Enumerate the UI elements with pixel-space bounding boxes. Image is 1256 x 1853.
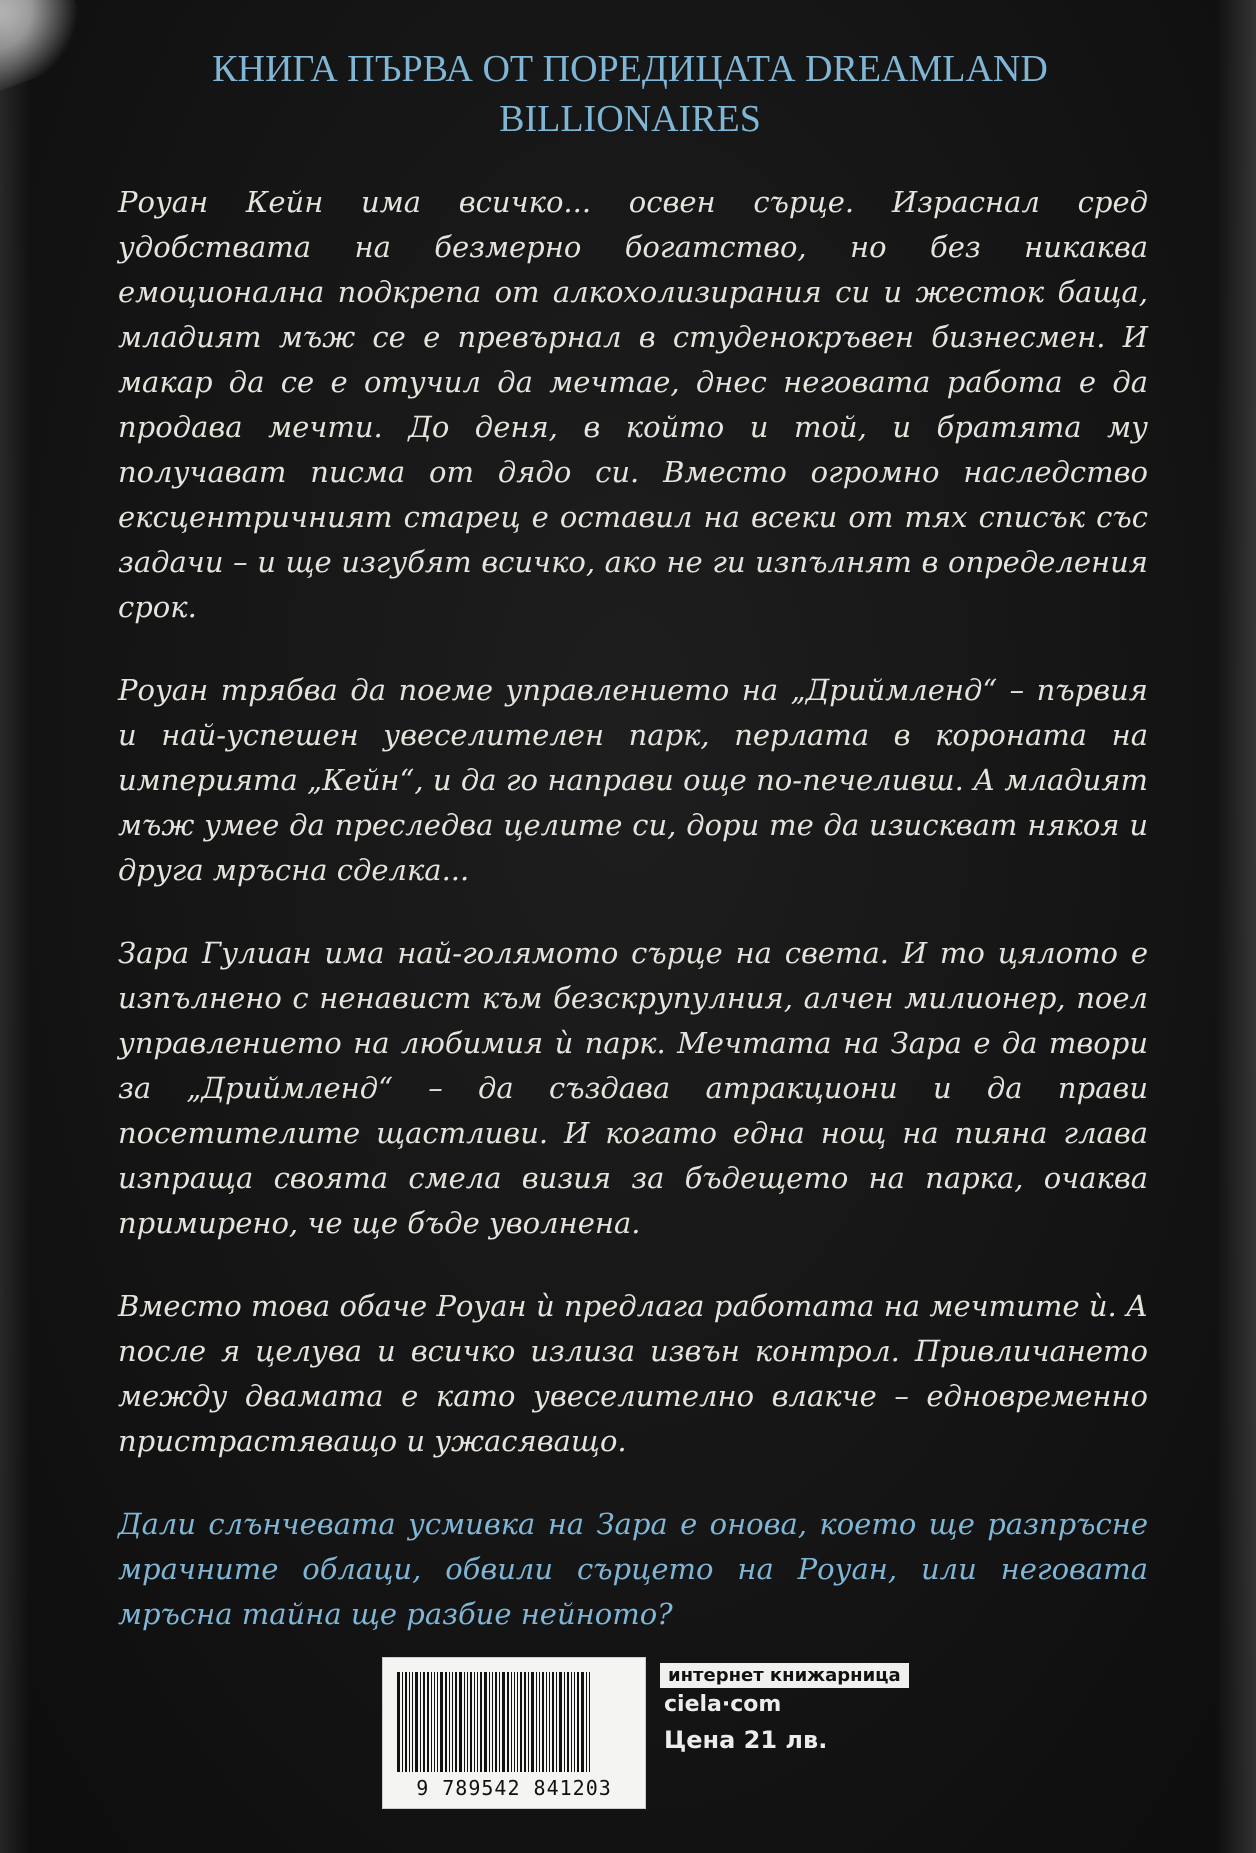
barcode-bar	[524, 1672, 526, 1772]
barcode-bar	[474, 1672, 475, 1772]
barcode-bar	[489, 1672, 490, 1772]
barcode-bar	[517, 1672, 518, 1772]
barcode-bar	[480, 1672, 482, 1772]
barcode-bar	[470, 1672, 472, 1772]
barcode-bar	[552, 1672, 554, 1772]
barcode-bar	[467, 1672, 468, 1772]
barcode-bar	[434, 1672, 435, 1772]
barcode-bar	[502, 1672, 505, 1772]
barcode-bar	[477, 1672, 478, 1772]
barcode-bar	[420, 1672, 421, 1772]
barcode-bar	[511, 1672, 512, 1772]
barcode-bar	[397, 1672, 400, 1772]
barcode-bar	[528, 1672, 529, 1772]
edge-wear-left	[0, 0, 30, 1853]
blurb	[118, 180, 1148, 1675]
barcode-bar	[574, 1672, 575, 1772]
barcode-bar	[437, 1672, 438, 1772]
barcode-bar	[581, 1672, 584, 1772]
blurb-paragraph-3: Зара Гулиан има най-голямото сърце на света. И то цялото е изпълнено с ненавист към безскрупулния, алчен милионер, поел управлението на любимия ѝ парк. Мечтата на Зара е да твори за „Дриймленд“ – да създава атракциони и да прави посетителите щастливи. И когато една нощ на пияна глава изпраща своята смела визия за бъдещето на парка, очаква примирено, че ще бъде уволнена.	[118, 936, 1148, 1240]
price-label: Цена 21 лв.	[664, 1726, 828, 1754]
barcode-bar	[402, 1672, 403, 1772]
barcode-bar	[464, 1672, 465, 1772]
edge-wear-right	[1216, 0, 1256, 1853]
shop-website: ciela·com	[664, 1692, 782, 1717]
barcode-bar	[577, 1672, 579, 1772]
barcode-bar	[409, 1672, 410, 1772]
barcode-bar	[495, 1672, 497, 1772]
barcode-bar	[427, 1672, 429, 1772]
barcode-bar	[559, 1672, 562, 1772]
barcode-bar	[445, 1672, 447, 1772]
barcode-bar	[455, 1672, 457, 1772]
barcode-bar	[423, 1672, 425, 1772]
series-heading-line-1: КНИГА ПЪРВА ОТ ПОРЕДИЦАТА DREAMLAND	[212, 48, 1048, 90]
barcode-bar	[499, 1672, 500, 1772]
barcode-bar	[492, 1672, 493, 1772]
barcode-bar	[556, 1672, 557, 1772]
barcode-bar	[546, 1672, 547, 1772]
barcode-bar	[539, 1672, 540, 1772]
barcode-bar	[514, 1672, 515, 1772]
barcode-bar	[415, 1672, 418, 1772]
barcode-bar	[459, 1672, 462, 1772]
blurb-paragraph-1: Роуан Кейн има всичко... освен сърце. Израснал сред удобствата на безмерно богатство, но без никаква емоционална подкрепа от алкохолизирания си и жесток баща, младият мъж се е превърнал в студенокръвен бизнесмен. И макар да се е отучил да мечтае, днес неговата работа е да продава мечти. До деня, в който и той, и братята му получават писма от дядо си. Вместо огромно наследство ексцентричният старец е оставил на всеки от тях списък със задачи – и ще изгубят всичко, ако не ги изпълнят в определения срок.	[118, 185, 1148, 624]
barcode-bar	[507, 1672, 509, 1772]
barcode-bar	[405, 1672, 407, 1772]
barcode-bar	[449, 1672, 450, 1772]
barcode-bar	[549, 1672, 550, 1772]
isbn-barcode	[382, 1657, 646, 1809]
blurb-paragraph-4: Вместо това обаче Роуан ѝ предлага работата на мечтите ѝ. А после я целува и всичко излиза извън контрол. Привличането между двамата е като увеселително влакче – едновременно пристрастяващо и ужасяващо.	[118, 1289, 1148, 1458]
barcode-bar	[542, 1672, 544, 1772]
barcode-bar	[452, 1672, 453, 1772]
series-heading	[150, 44, 1110, 144]
barcode-bars	[397, 1672, 631, 1772]
barcode-bar	[586, 1672, 587, 1772]
barcode-bar	[589, 1672, 590, 1772]
shop-badge: интернет книжарница	[660, 1663, 909, 1688]
barcode-bar	[440, 1672, 443, 1772]
blurb-paragraph-2: Роуан трябва да поеме управлението на „Дриймленд“ – първия и най-успешен увеселителен парк, перлата в короната на империята „Кейн“, и да го направи още по-печеливш. А младият мъж умее да преследва целите си, дори те да изискват някоя и друга мръсна сделка...	[118, 673, 1148, 887]
barcode-bar	[571, 1672, 572, 1772]
barcode-bar	[567, 1672, 569, 1772]
barcode-bar	[520, 1672, 522, 1772]
barcode-bar	[412, 1672, 413, 1772]
isbn-number: 9 789542 841203	[416, 1776, 612, 1800]
barcode-bar	[484, 1672, 487, 1772]
barcode-bar	[431, 1672, 432, 1772]
closing-question: Дали слънчевата усмивка на Зара е онова, което ще разпръсне мрачните облаци, обвили сърцето на Роуан, или неговата мръсна тайна ще разбие нейното?	[118, 1507, 1148, 1631]
series-heading-line-2: BILLIONAIRES	[499, 98, 761, 140]
barcode-bar	[564, 1672, 565, 1772]
barcode-bar	[536, 1672, 537, 1772]
barcode-bar	[531, 1672, 534, 1772]
